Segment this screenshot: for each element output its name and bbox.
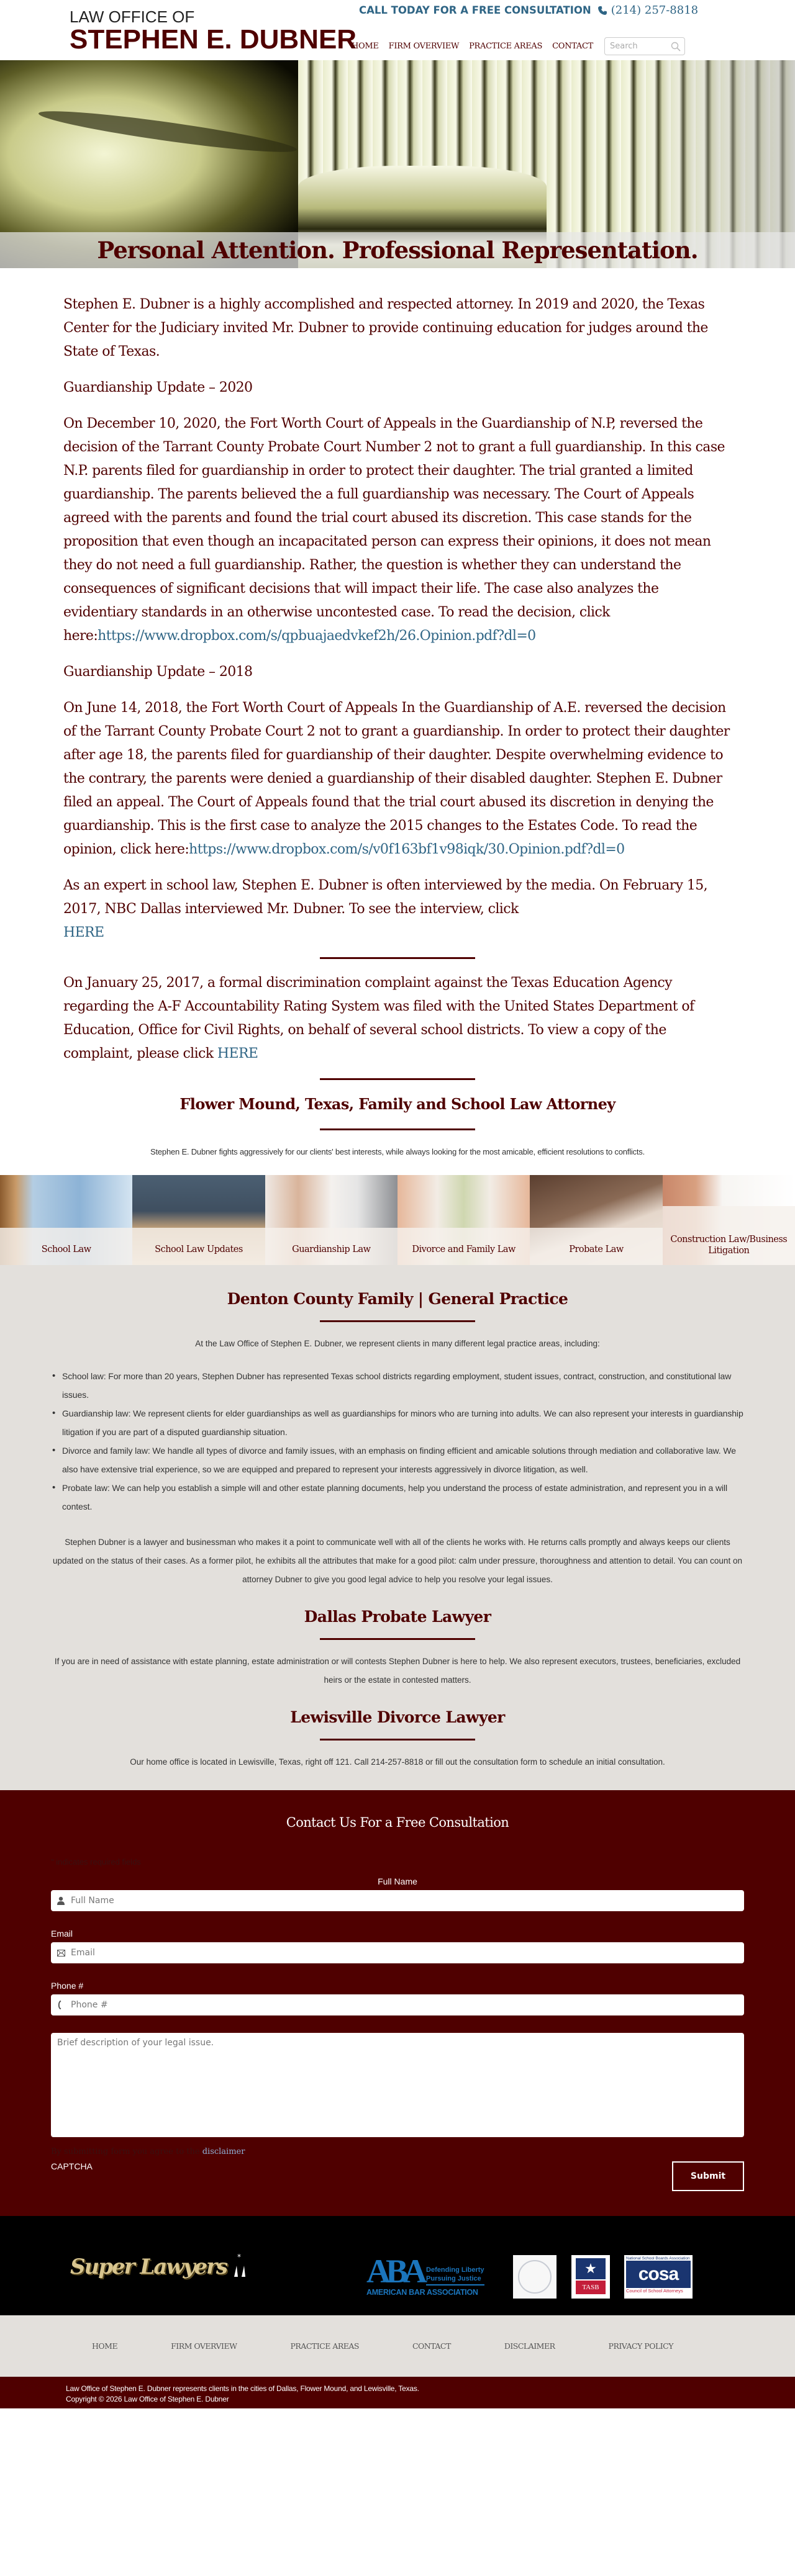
site-logo[interactable] xyxy=(70,7,357,53)
envelope-icon xyxy=(57,1950,66,1957)
footer-nav-firm-overview[interactable]: FIRM OVERVIEW xyxy=(171,2341,237,2351)
practice-list-item: • School law: For more than 20 years, Stephen Dubner has represented Texas school districts regarding employment, student issues, contract, construction, and constitutional law issues. xyxy=(51,1367,744,1404)
footer-nav-contact[interactable]: CONTACT xyxy=(412,2341,451,2351)
practice-tile-probate-law[interactable] xyxy=(530,1175,662,1265)
probate-paragraph: If you are in need of assistance with estate planning, estate administration or will contests Stephen Dubner is here to help. We also represent executors, trustees, beneficiaries, excluded heirs or the estate in contested matters. xyxy=(54,1657,741,1685)
divider xyxy=(320,1320,475,1322)
required-fields-note: " indicates required fields xyxy=(51,1857,141,1867)
update-2018-link[interactable]: https://www.dropbox.com/s/v0f163bf1v98iqk/30.Opinion.pdf?dl=0 xyxy=(189,842,625,857)
practice-tile-label: School Law Updates xyxy=(132,1228,265,1265)
practice-areas-strip xyxy=(0,1175,795,1265)
attorney-section-text: Stephen E. Dubner fights aggressively for our clients' best interests, while always looking for the most amicable, efficient resolutions to conflicts. xyxy=(150,1147,645,1156)
main-content xyxy=(0,268,795,1161)
footer-bottom xyxy=(0,2377,795,2408)
svg-text:*: * xyxy=(237,2253,241,2261)
county-bar-seal-logo xyxy=(513,2255,556,2299)
logo-top-line: LAW OFFICE OF xyxy=(70,7,195,26)
update-2020-link[interactable]: https://www.dropbox.com/s/qpbuajaedvkef2h/26.Opinion.pdf?dl=0 xyxy=(98,628,536,644)
disclaimer-text: By submitting form you agree to the xyxy=(51,2147,202,2156)
update-2020-heading: Guardianship Update – 2020 xyxy=(63,380,253,395)
complaint-link[interactable]: HERE xyxy=(217,1046,258,1061)
user-icon xyxy=(57,1896,66,1905)
description-textarea[interactable] xyxy=(57,2038,738,2132)
media-interview-link[interactable]: HERE xyxy=(63,925,104,940)
update-2018-body: On June 14, 2018, the Fort Worth Court of Appeals In the Guardianship of A.E. reversed the decision of the Tarrant County Probate Court 2 not to grant a guardianship. In order to protect their daughter after age 18, the parents filed for guardianship of their daughter. Despite overwhelming evidence to the contrary, the parents were denied a guardianship of their disabled daughter. Stephen E. Dubner filed an appeal. The Court of Appeals found that the trial court abused its discretion in denying the guardianship. This is the first case to analyze the 2015 changes to the Estates Code. To read the opinion, click here: xyxy=(63,700,730,857)
rating-badge-icon xyxy=(232,2252,247,2277)
intro-paragraph: Stephen E. Dubner is a highly accomplished and respected attorney. In 2019 and 2020, the Texas Center for the Judiciary invited Mr. Dubner to provide continuing education for judges around the State of Texas. xyxy=(63,297,708,359)
general-practice-section xyxy=(0,1265,795,1790)
full-name-input[interactable] xyxy=(71,1896,738,1906)
star-icon: ★ xyxy=(576,2258,606,2279)
aba-logo xyxy=(366,2253,484,2297)
divider xyxy=(320,957,475,959)
email-field xyxy=(51,1942,744,1963)
general-practice-intro: At the Law Office of Stephen E. Dubner, we represent clients in many different legal practice areas, including: xyxy=(195,1339,600,1348)
tasb-text: TASB xyxy=(576,2281,606,2294)
practice-list-item: • Guardianship law: We represent clients for elder guardianships as well as guardianships for minors who are turning into adults. We can also represent your interests in guardianship litigation if you are part of a disputed guardianship situation. xyxy=(51,1404,744,1441)
complaint-paragraph xyxy=(63,971,732,1066)
contact-title: Contact Us For a Free Consultation xyxy=(286,1815,509,1830)
divorce-paragraph: Our home office is located in Lewisville, Texas, right off 121. Call 214-257-8818 or fill out the consultation form to schedule an initial consultation. xyxy=(130,1757,665,1767)
practice-tile-guardianship-law[interactable] xyxy=(265,1175,398,1265)
practice-tile-label: Probate Law xyxy=(530,1228,662,1265)
captcha-label: CAPTCHA xyxy=(51,2161,93,2171)
contact-form-section xyxy=(0,1790,795,2216)
general-practice-title: Denton County Family | General Practice xyxy=(227,1290,568,1308)
footer-copyright: Copyright © 2026 Law Office of Stephen E. Dubner xyxy=(66,2395,229,2403)
nav-contact[interactable]: CONTACT xyxy=(552,42,593,51)
complaint-body: On January 25, 2017, a formal discrimination complaint against the Texas Education Agency regarding the A-F Accountability Rating System was filed with the United States Department of Education, Office for Civil Rights, on behalf of several school districts. To view a copy of the complaint, please click xyxy=(63,975,694,1061)
divider xyxy=(320,1739,475,1741)
search-input[interactable] xyxy=(610,42,666,51)
practice-tile-label: School Law xyxy=(0,1228,132,1265)
practice-tile-school-law[interactable] xyxy=(0,1175,132,1265)
nav-firm-overview[interactable]: FIRM OVERVIEW xyxy=(388,42,460,51)
cosa-name: Council of School Attorneys xyxy=(626,2288,683,2294)
super-lawyers-logo: Super Lawyers xyxy=(70,2254,227,2279)
footer-nav-home[interactable]: HOME xyxy=(92,2341,118,2351)
aba-mark: ABA xyxy=(366,2253,423,2290)
phone-input[interactable] xyxy=(71,2000,738,2010)
site-header xyxy=(0,0,795,60)
logo-name: STEPHEN E. DUBNER xyxy=(70,24,357,55)
cosa-org: National School Boards Association xyxy=(626,2256,690,2261)
update-2020-paragraph xyxy=(63,412,732,648)
description-field xyxy=(51,2033,744,2137)
footer-nav-disclaimer[interactable]: DISCLAIMER xyxy=(504,2341,555,2351)
full-name-label: Full Name xyxy=(378,1876,417,1886)
footer-nav-privacy-policy[interactable]: PRIVACY POLICY xyxy=(608,2341,673,2351)
practice-tile-label: Construction Law/Business Litigation xyxy=(663,1206,795,1265)
cosa-mark: cosa xyxy=(626,2261,691,2288)
aba-motto: Defending Liberty Pursuing Justice xyxy=(426,2266,484,2286)
divider xyxy=(320,1128,475,1130)
phone-field xyxy=(51,1994,744,2015)
phone-icon xyxy=(597,6,607,16)
main-nav xyxy=(352,37,685,55)
phone-number: (214) 257-8818 xyxy=(611,4,699,17)
probate-title: Dallas Probate Lawyer xyxy=(304,1608,491,1626)
nav-home[interactable]: HOME xyxy=(352,42,379,51)
affiliations-band xyxy=(0,2216,795,2315)
footer-cities-text: Law Office of Stephen E. Dubner represents clients in the cities of Dallas, Flower Mound, and Lewisville, Texas. xyxy=(66,2384,419,2393)
practice-tile-divorce-family-law[interactable] xyxy=(398,1175,530,1265)
email-label: Email xyxy=(51,1929,73,1939)
submit-button[interactable]: Submit xyxy=(672,2161,744,2191)
practice-tile-construction-business-litigation[interactable] xyxy=(663,1175,795,1265)
practice-tile-label: Divorce and Family Law xyxy=(398,1228,530,1265)
practice-list-item: • Probate law: We can help you establish a simple will and other estate planning documents, help you understand the process of estate administration, and represent you in a will contest. xyxy=(51,1479,744,1516)
media-body: As an expert in school law, Stephen E. Dubner is often interviewed by the media. On February 15, 2017, NBC Dallas interviewed Mr. Dubner. To see the interview, click xyxy=(63,878,708,917)
divorce-title: Lewisville Divorce Lawyer xyxy=(290,1708,505,1726)
practice-list-item: • Divorce and family law: We handle all types of divorce and family issues, with an emphasis on finding efficient and amicable solutions through mediation and collaborative law. We also have extensive trial experience, so we are equipped and prepared to represent your interests aggressively in divorce litigation, as well. xyxy=(51,1441,744,1479)
update-2018-paragraph xyxy=(63,696,732,862)
tasb-logo xyxy=(571,2255,610,2299)
full-name-field xyxy=(51,1890,744,1911)
aba-name: AMERICAN BAR ASSOCIATION xyxy=(366,2288,478,2297)
nav-practice-areas[interactable]: PRACTICE AREAS xyxy=(469,42,543,51)
phone-label: Phone # xyxy=(51,1981,84,1991)
phone-link[interactable] xyxy=(597,4,698,17)
hero-tagline: Personal Attention. Professional Representation. xyxy=(97,236,698,264)
update-2018-heading: Guardianship Update – 2018 xyxy=(63,664,253,680)
update-2020-body: On December 10, 2020, the Fort Worth Court of Appeals in the Guardianship of N.P, reversed the decision of the Tarrant County Probate Court Number 2 not to grant a full guardianship. In this case N.P. parents filed for guardianship in order to protect their daughter. The trial granted a limited guardianship. The parents believed the a full guardianship was necessary. The Court of Appeals agreed with the parents and found the trial court abused its discretion. This case stands for the proposition that even though an incapacitated person can express their opinions, it does not mean they do not need a full guardianship. Rather, the question is whether they can understand the consequences of significant decisions that will impact their life. The case also analyzes the evidentiary standards in an otherwise uncontested case. To read the decision, click here: xyxy=(63,416,725,644)
footer-nav xyxy=(0,2315,795,2377)
submit-row xyxy=(51,2161,744,2191)
email-input[interactable] xyxy=(71,1948,738,1958)
media-paragraph xyxy=(63,874,732,945)
practice-tile-label: Guardianship Law xyxy=(265,1228,398,1265)
about-paragraph: Stephen Dubner is a lawyer and businessman who makes it a point to communicate well with all of the clients he works with. He returns calls promptly and always keeps our clients updated on the status of their cases. As a former pilot, he exhibits all the attributes that make for a good pilot: calm under pressure, thoroughness and attention to detail. You can count on attorney Dubner to give you good legal advice to help you resolve your legal issues. xyxy=(53,1538,742,1584)
call-text: CALL TODAY FOR A FREE CONSULTATION xyxy=(359,4,591,16)
tagline-band xyxy=(0,232,795,268)
footer-nav-practice-areas[interactable]: PRACTICE AREAS xyxy=(290,2341,359,2351)
hero-banner xyxy=(0,60,795,268)
practice-list xyxy=(51,1367,744,1516)
divider xyxy=(320,1638,475,1640)
search-icon[interactable] xyxy=(671,42,681,52)
practice-tile-school-law-updates[interactable] xyxy=(132,1175,265,1265)
cosa-logo xyxy=(624,2255,693,2299)
disclaimer-link[interactable]: disclaimer xyxy=(202,2147,245,2156)
disclaimer-note: By submitting form you agree to the disclaimer. xyxy=(51,2147,247,2156)
phone-icon xyxy=(57,2001,66,2009)
search-box xyxy=(604,37,685,55)
call-banner xyxy=(359,4,698,17)
divider xyxy=(320,1078,475,1080)
attorney-section-title: Flower Mound, Texas, Family and School Law Attorney xyxy=(179,1095,616,1113)
